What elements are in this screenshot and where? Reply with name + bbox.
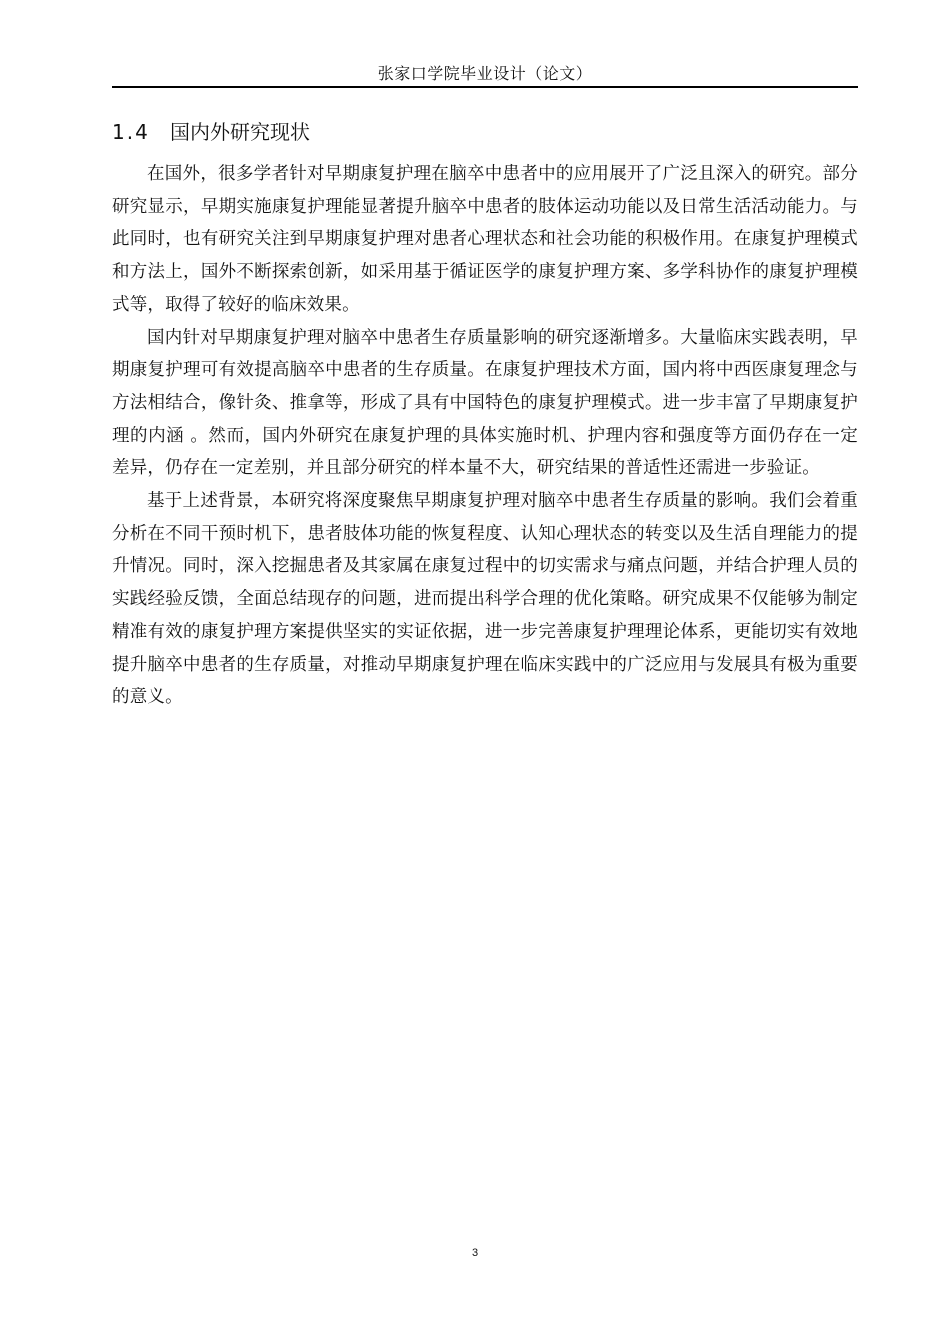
paragraph-foreign-research: 在国外，很多学者针对早期康复护理在脑卒中患者中的应用展开了广泛且深入的研究。部分研究显示，早期实施康复护理能显著提升脑卒中患者的肢体运动功能以及日常生活活动能力。与此同时，也有研究关注到早期康复护理对患者心理状态和社会功能的积极作用。在康复护理模式和方法上，国外不断探索创新，如采用基于循证医学的康复护理方案、多学科协作的康复护理模式等，取得了较好的临床效果。 [112, 164, 858, 315]
page-header: 张家口学院毕业设计（论文） [112, 60, 858, 88]
section-number: 1.4 [112, 120, 150, 144]
paragraph-study-focus: 基于上述背景，本研究将深度聚焦早期康复护理对脑卒中患者生存质量的影响。我们会着重分析在不同干预时机下，患者肢体功能的恢复程度、认知心理状态的转变以及生活自理能力的提升情况。同时，深入挖掘患者及其家属在康复过程中的切实需求与痛点问题，并结合护理人员的实践经验反馈，全面总结现存的问题，进而提出科学合理的优化策略。研究成果不仅能够为制定精准有效的康复护理方案提供坚实的实证依据，进一步完善康复护理理论体系，更能切实有效地提升脑卒中患者的生存质量，对推动早期康复护理在临床实践中的广泛应用与发展具有极为重要的意义。 [112, 491, 858, 708]
paragraph-domestic-research: 国内针对早期康复护理对脑卒中患者生存质量影响的研究逐渐增多。大量临床实践表明，早期康复护理可有效提高脑卒中患者的生存质量。在康复护理技术方面，国内将中西医康复理念与方法相结合，像针灸、推拿等，形成了具有中国特色的康复护理模式。进一步丰富了早期康复护理的内涵 。然而，国内外研究在康复护理的具体实施时机、护理内容和强度等方面仍存在一定差异，仍存在一定差别，并且部分研究的样本量不大，研究结果的普适性还需进一步验证。 [112, 327, 858, 479]
section-heading [112, 118, 310, 146]
page-number: 3 [471, 1247, 479, 1259]
body-text [112, 158, 858, 714]
section-title: 国内外研究现状 [170, 120, 310, 144]
